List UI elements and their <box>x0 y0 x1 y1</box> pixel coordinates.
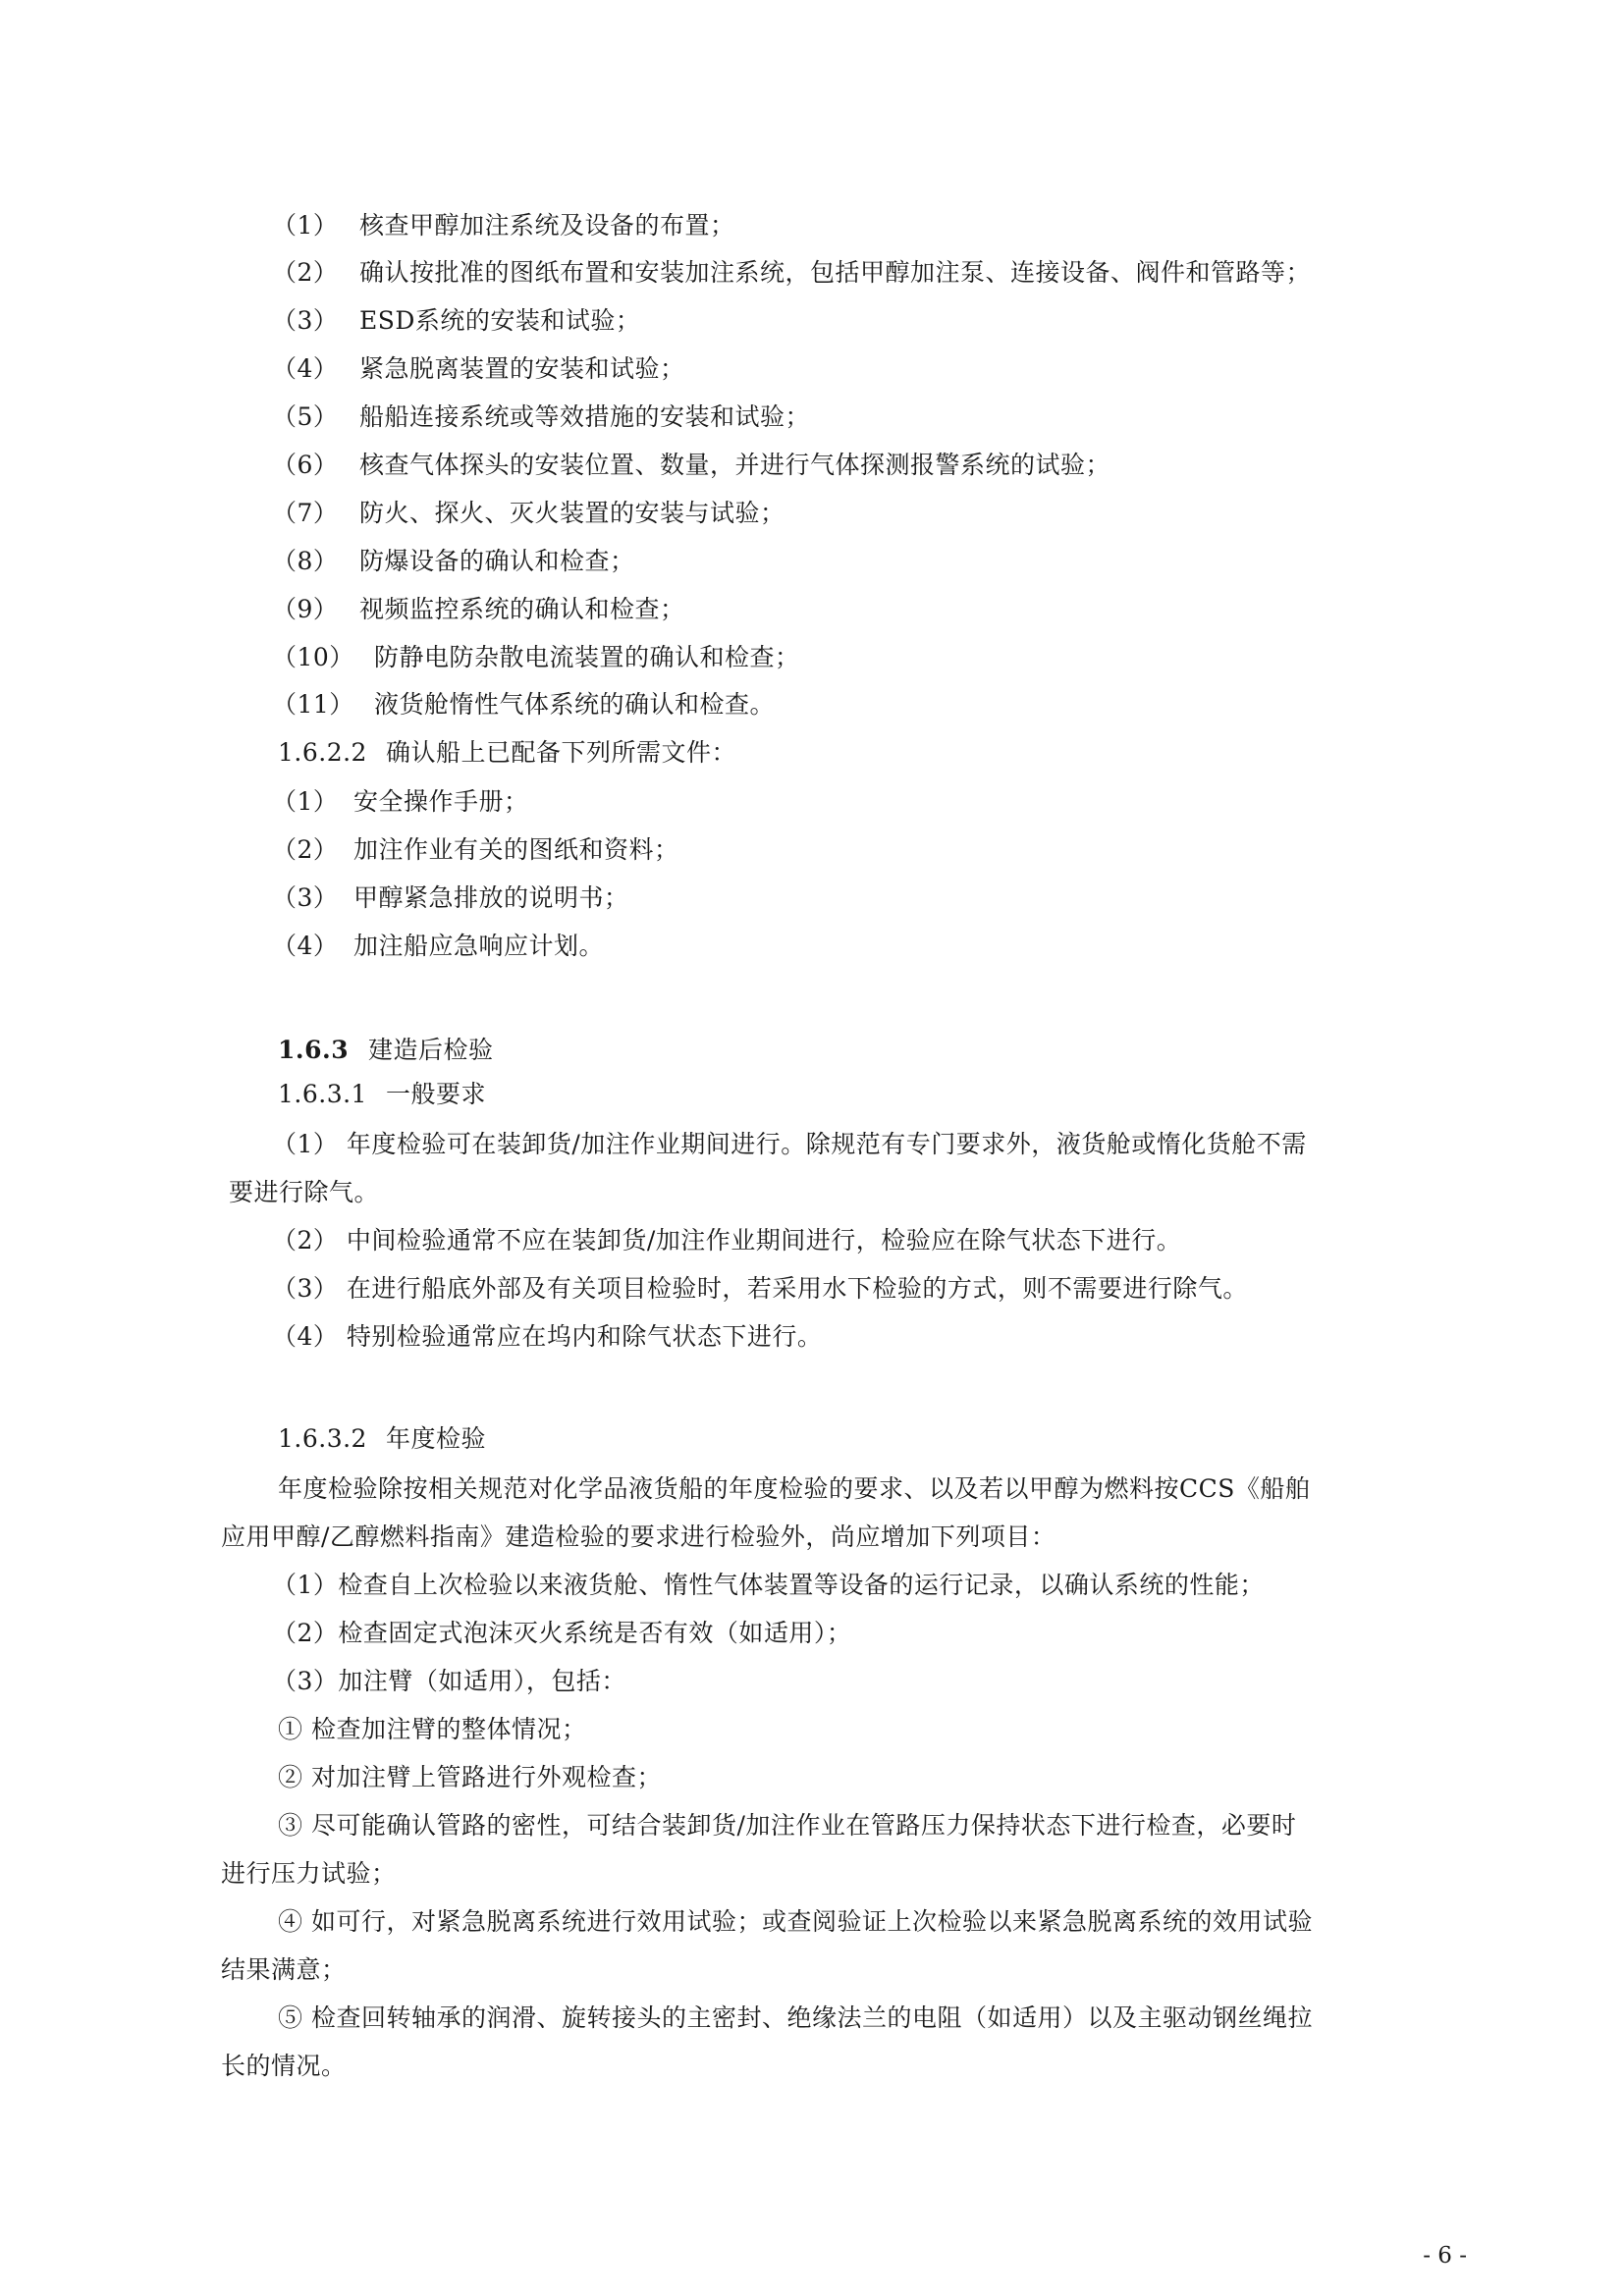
list-item-number: （3） <box>272 306 339 335</box>
section-title: 建造后检验 <box>368 1036 494 1064</box>
list-item-number: （4） <box>272 932 339 960</box>
subsection-heading <box>278 1422 486 1456</box>
list-item-number: （2） <box>272 258 339 287</box>
list-item <box>272 833 679 867</box>
list-item-text: 核查甲醇加注系统及设备的布置； <box>359 211 735 240</box>
section-number: 1.6.3 <box>278 1036 350 1064</box>
paragraph-line: （2）检查固定式泡沫灭火系统是否有效（如适用）； <box>272 1619 852 1647</box>
paragraph-line: （3）加注臂（如适用），包括： <box>272 1667 626 1695</box>
list-item <box>272 497 785 530</box>
list-item <box>272 352 685 386</box>
paragraph-line: （3） 在进行船底外部及有关项目检验时，若采用水下检验的方式，则不需要进行除气。 <box>272 1274 1248 1303</box>
subsection-title: 一般要求 <box>386 1080 487 1108</box>
paragraph-line: （2） 中间检验通常不应在装卸货/加注作业期间进行，检验应在除气状态下进行。 <box>272 1226 1182 1255</box>
subsection-number: 1.6.3.2 <box>278 1424 367 1453</box>
list-item-text: 防火、探火、灭火装置的安装与试验； <box>359 499 785 527</box>
paragraph-line: 进行压力试验； <box>221 1859 397 1888</box>
subsection-number: 1.6.2.2 <box>278 738 367 767</box>
list-item-text: 视频监控系统的确认和检查； <box>359 595 685 623</box>
list-item <box>272 545 635 578</box>
list-item <box>272 400 810 434</box>
list-item <box>272 304 640 338</box>
paragraph-line: （4） 特别检验通常应在坞内和除气状态下进行。 <box>272 1322 823 1351</box>
section-heading <box>278 1034 494 1067</box>
list-item-text: 安全操作手册； <box>353 787 529 816</box>
list-item-text: ESD系统的安装和试验； <box>359 306 641 335</box>
list-item-number: （9） <box>272 595 339 623</box>
subsection-number: 1.6.3.1 <box>278 1080 367 1108</box>
list-item-text: 核查气体探头的安装位置、数量，并进行气体探测报警系统的试验； <box>359 451 1111 479</box>
paragraph-line: ② 对加注臂上管路进行外观检查； <box>278 1763 662 1791</box>
list-item-text: 紧急脱离装置的安装和试验； <box>359 354 685 383</box>
list-item-number: （1） <box>272 787 339 816</box>
list-item <box>272 641 800 674</box>
list-item-number: （5） <box>272 402 339 431</box>
list-item-number: （10） <box>272 643 354 671</box>
list-item-number: （6） <box>272 451 339 479</box>
list-item-text: 加注船应急响应计划。 <box>353 932 605 960</box>
list-item <box>272 785 529 819</box>
list-item-text: 防静电防杂散电流装置的确认和检查； <box>374 643 800 671</box>
subsection-heading <box>278 736 736 770</box>
list-item-number: （7） <box>272 499 339 527</box>
list-item <box>272 930 604 963</box>
list-item-number: （3） <box>272 883 339 912</box>
list-item <box>272 881 629 915</box>
paragraph-line: ④ 如可行，对紧急脱离系统进行效用试验；或查阅验证上次检验以来紧急脱离系统的效用试验 <box>278 1907 1313 1936</box>
list-item-number: （11） <box>272 690 354 719</box>
subsection-title: 确认船上已配备下列所需文件： <box>386 738 737 767</box>
paragraph-line: 长的情况。 <box>221 2052 347 2080</box>
list-item <box>272 688 775 721</box>
paragraph-line: ⑤ 检查回转轴承的润滑、旋转接头的主密封、绝缘法兰的电阻（如适用）以及主驱动钢丝绳拉 <box>278 2003 1313 2032</box>
paragraph-line: （1）检查自上次检验以来液货舱、惰性气体装置等设备的运行记录，以确认系统的性能； <box>272 1571 1265 1599</box>
paragraph-line: ① 检查加注臂的整体情况； <box>278 1715 587 1743</box>
list-item <box>272 593 685 626</box>
paragraph-line: ③ 尽可能确认管路的密性，可结合装卸货/加注作业在管路压力保持状态下进行检查，必要时 <box>278 1811 1297 1840</box>
list-item-text: 船船连接系统或等效措施的安装和试验； <box>359 402 811 431</box>
list-item-text: 液货舱惰性气体系统的确认和检查。 <box>374 690 776 719</box>
list-item <box>272 209 735 242</box>
list-item-number: （4） <box>272 354 339 383</box>
paragraph-line: 结果满意； <box>221 1955 347 1984</box>
paragraph-line: 应用甲醇/乙醇燃料指南》建造检验的要求进行检验外，尚应增加下列项目： <box>221 1522 1056 1551</box>
list-item-text: 甲醇紧急排放的说明书； <box>353 883 629 912</box>
paragraph-line: 年度检验除按相关规范对化学品液货船的年度检验的要求、以及若以甲醇为燃料按CCS《船舶 <box>278 1474 1311 1503</box>
list-item <box>272 256 1311 290</box>
list-item-text: 确认按批准的图纸布置和安装加注系统，包括甲醇加注泵、连接设备、阀件和管路等； <box>359 258 1312 287</box>
paragraph-line: 要进行除气。 <box>229 1178 380 1206</box>
page-number: - 6 - <box>1423 2243 1467 2269</box>
list-item-text: 防爆设备的确认和检查； <box>359 547 635 575</box>
list-item-text: 加注作业有关的图纸和资料； <box>353 835 679 864</box>
list-item-number: （8） <box>272 547 339 575</box>
subsection-title: 年度检验 <box>386 1424 487 1453</box>
list-item-number: （1） <box>272 211 339 240</box>
paragraph-line: （1） 年度检验可在装卸货/加注作业期间进行。除规范有专门要求外，液货舱或惰化货舱不需 <box>272 1130 1307 1158</box>
list-item-number: （2） <box>272 835 339 864</box>
subsection-heading <box>278 1078 486 1111</box>
list-item <box>272 449 1110 482</box>
